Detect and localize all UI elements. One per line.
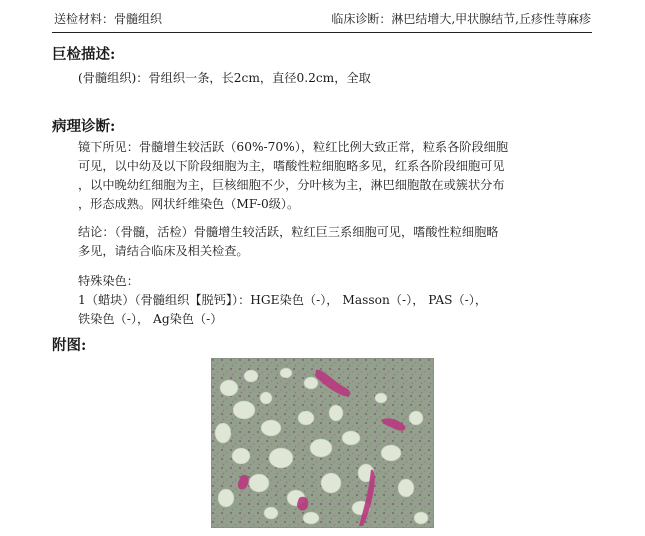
clinical-diagnosis-value: 淋巴结增大,甲状腺结节,丘疹性荨麻疹 xyxy=(391,12,591,26)
header-divider xyxy=(52,32,592,33)
conclusion-line-1: 结论：（骨髓，活检）骨髓增生较活跃，粒红巨三系细胞可见，嗜酸性粒细胞略 xyxy=(78,225,499,239)
conclusion-line-2: 多见，请结合临床及相关检查。 xyxy=(78,244,249,258)
microscopy-line-3: ，以中晚幼红细胞为主，巨核细胞不少，分叶核为主，淋巴细胞散在或簇状分布 xyxy=(78,178,505,192)
microscopy-line-4: ，形态成熟。网状纤维染色（MF-0级）。 xyxy=(78,197,300,211)
specimen-field xyxy=(54,10,162,27)
special-stain-line-2: 铁染色（-）， Ag染色（-） xyxy=(78,312,223,326)
clinical-diagnosis-label: 临床诊断： xyxy=(331,12,392,26)
gross-description-text: (骨髓组织)：骨组织一条，长2cm，直径0.2cm，全取 xyxy=(78,71,371,85)
clinical-diagnosis-field xyxy=(331,10,591,27)
pathology-diagnosis-title: 病理诊断: xyxy=(52,118,116,135)
specimen-label: 送检材料： xyxy=(54,12,115,26)
special-stain-line-1: 1（蜡块）（骨髓组织【脱钙】）：HGE染色（-）， Masson（-）， PAS（-）， xyxy=(78,293,488,307)
specimen-value: 骨髓组织 xyxy=(114,12,163,26)
microscopy-line-1: 镜下所见：骨髓增生较活跃（60%-70%），粒红比例大致正常，粒系各阶段细胞 xyxy=(78,140,509,154)
gross-description-title: 巨检描述: xyxy=(52,46,116,63)
figure-title: 附图: xyxy=(52,337,87,354)
microscopy-line-2: 可见，以中幼及以下阶段细胞为主，嗜酸性粒细胞略多见，红系各阶段细胞可见 xyxy=(78,159,505,173)
micrograph-image xyxy=(211,358,434,528)
special-stain-title: 特殊染色： xyxy=(78,274,139,288)
